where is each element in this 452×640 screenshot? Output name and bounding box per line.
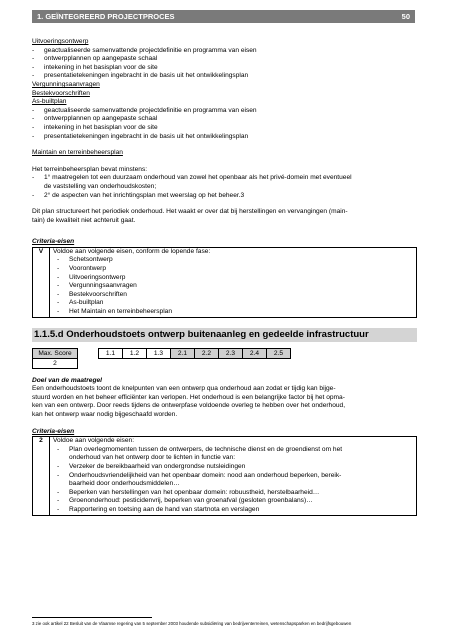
list-item: - 2° de aspecten van het inrichtingsplan met weerslag op het beheer.3 bbox=[32, 191, 245, 199]
bestek-heading: Bestekvoorschriften bbox=[32, 89, 90, 97]
doel-line: stuurd worden en het beheer efficiënter kan verlopen. Het onderhoud is een belangrijke factor bij het opma- bbox=[32, 393, 345, 401]
list-item: - presentatietekeningen ingebracht in de basis uit het ontwikkelingsplan bbox=[32, 132, 249, 140]
list-item: - 1° maatregelen tot een duurzaam onderhoud van zowel het openbaar als het privé-domein met eventueel bbox=[32, 174, 352, 182]
page-number: 50 bbox=[401, 12, 410, 21]
score-col: 2.1 bbox=[170, 348, 195, 359]
list-item: - intekening in het basisplan voor de site bbox=[32, 123, 158, 131]
list-item: - intekening in het basisplan voor de site bbox=[32, 63, 158, 71]
score-col: 1.2 bbox=[122, 348, 147, 359]
list-item: - Onderhoudsvriendelijkheid van het openbaar domein: nood aan onderhoud beperken, bereik- bbox=[57, 471, 342, 479]
list-item: - Groenonderhoud: pesticidenvrij, beperken van groenafval (gesloten groenbalans)… bbox=[57, 497, 313, 505]
list-item: - ontwerpplannen op aangepaste schaal bbox=[32, 55, 158, 63]
list-item: - Plan overlegmomenten tussen de ontwerpers, de technische dienst en de groendienst om het bbox=[57, 445, 343, 453]
footnote: 3 zie ook artikel 22 Besluit van de Vlaamse regering van 5 september 2003 houdende subsidiëring van bedrijventerreinen, wetenschapsparken en bedrijfsgebouwen bbox=[32, 621, 352, 626]
list-item: - geactualiseerde samenvattende projectdefinitie en programma van eisen bbox=[32, 46, 257, 54]
score-col: 2.3 bbox=[218, 348, 243, 359]
list-item: baarheid door onderhoudsmiddelen… bbox=[69, 480, 180, 488]
score-col: 1.3 bbox=[146, 348, 171, 359]
score-label: Max. Score bbox=[32, 348, 78, 359]
list-item: - Schetsontwerp bbox=[57, 256, 113, 264]
chapter-title: 1. GEÏNTEGREERD PROJECTPROCES bbox=[37, 12, 175, 21]
list-item: onderhoud van het ontwerp door te lichten in functie van: bbox=[69, 454, 236, 462]
score-col: 2.2 bbox=[194, 348, 219, 359]
uitvoering-heading: Uitvoeringsontwerp bbox=[32, 38, 89, 45]
score-col: 1.1 bbox=[98, 348, 123, 359]
list-item: - Uitvoeringsontwerp bbox=[57, 273, 126, 281]
page-content bbox=[32, 38, 417, 516]
list-item: - Beperken van herstellingen van het openbaar domein: robuustheid, herstelbaarheid… bbox=[57, 488, 320, 496]
score-value: 2 bbox=[32, 358, 78, 369]
list-item: - geactualiseerde samenvattende projectdefinitie en programma van eisen bbox=[32, 106, 257, 114]
list-item: - Voorontwerp bbox=[57, 265, 107, 273]
doel-title: Doel van de maatregel bbox=[32, 376, 102, 384]
list-item: - presentatietekeningen ingebracht in de basis uit het ontwikkelingsplan bbox=[32, 72, 249, 80]
maintain-paragraph-line: tain) de kwaliteit niet achteruit gaat. bbox=[32, 216, 136, 224]
doel-line: Een onderhoudstoets toont de knelpunten van een ontwerp qua onderhoud aan zodat er tijdig kan bijge- bbox=[32, 385, 336, 393]
list-item: - As-builtplan bbox=[57, 299, 104, 307]
criteria-mark: 2 bbox=[33, 437, 50, 514]
criteria-title: Criteria-eisen bbox=[32, 427, 75, 435]
list-item: - Bestekvoorschriften bbox=[57, 290, 127, 298]
criteria-title: Criteria-eisen bbox=[32, 238, 75, 246]
score-col: 2.5 bbox=[266, 348, 291, 359]
list-item: - ontwerpplannen op aangepaste schaal bbox=[32, 115, 158, 123]
score-table bbox=[32, 348, 417, 369]
footnote-divider bbox=[32, 617, 152, 618]
section-title: 1.1.5.d Onderhoudstoets ontwerp buitenaanleg en gedeelde infrastructuur bbox=[32, 328, 417, 342]
list-item: - Vergunningsaanvragen bbox=[57, 282, 137, 290]
maintain-heading: Maintain en terreinbeheersplan bbox=[32, 149, 123, 157]
list-item: - Rapportering en toetsing aan de hand van startnota en verslagen bbox=[57, 505, 260, 513]
doel-line: ken van een ontwerp. Door reeds tijdens de ontwerpfase voldoende overleg te hebben over het onderhoud, bbox=[32, 402, 346, 410]
criteria-intro: Voldoe aan volgende eisen, conform de lopende fase: bbox=[53, 247, 211, 255]
page-header bbox=[32, 10, 415, 23]
list-item: de vaststelling van onderhoudskosten; bbox=[44, 182, 157, 190]
list-item: - Verzeker de bereikbaarheid van ondergrondse nutsleidingen bbox=[57, 462, 246, 470]
maintain-paragraph-line: Dit plan structureert het periodiek onderhoud. Het waakt er over dat bij herstellingen en vervangingen (main- bbox=[32, 208, 348, 216]
maintain-intro: Het terreinbeheersplan bevat minstens: bbox=[32, 165, 148, 173]
score-col: 2.4 bbox=[242, 348, 267, 359]
vergunning-heading: Vergunningsaanvragen bbox=[32, 80, 100, 88]
doel-line: kan het ontwerp waar nodig bijgeschaafd worden. bbox=[32, 411, 178, 418]
criteria-intro: Voldoe aan volgende eisen: bbox=[53, 437, 135, 445]
list-item: - Het Maintain en terreinbeheersplan bbox=[57, 308, 172, 316]
asbuilt-heading: As-builtplan bbox=[32, 98, 67, 106]
criteria-box bbox=[32, 436, 417, 515]
criteria-box bbox=[32, 247, 417, 318]
criteria-mark: V bbox=[33, 248, 50, 317]
